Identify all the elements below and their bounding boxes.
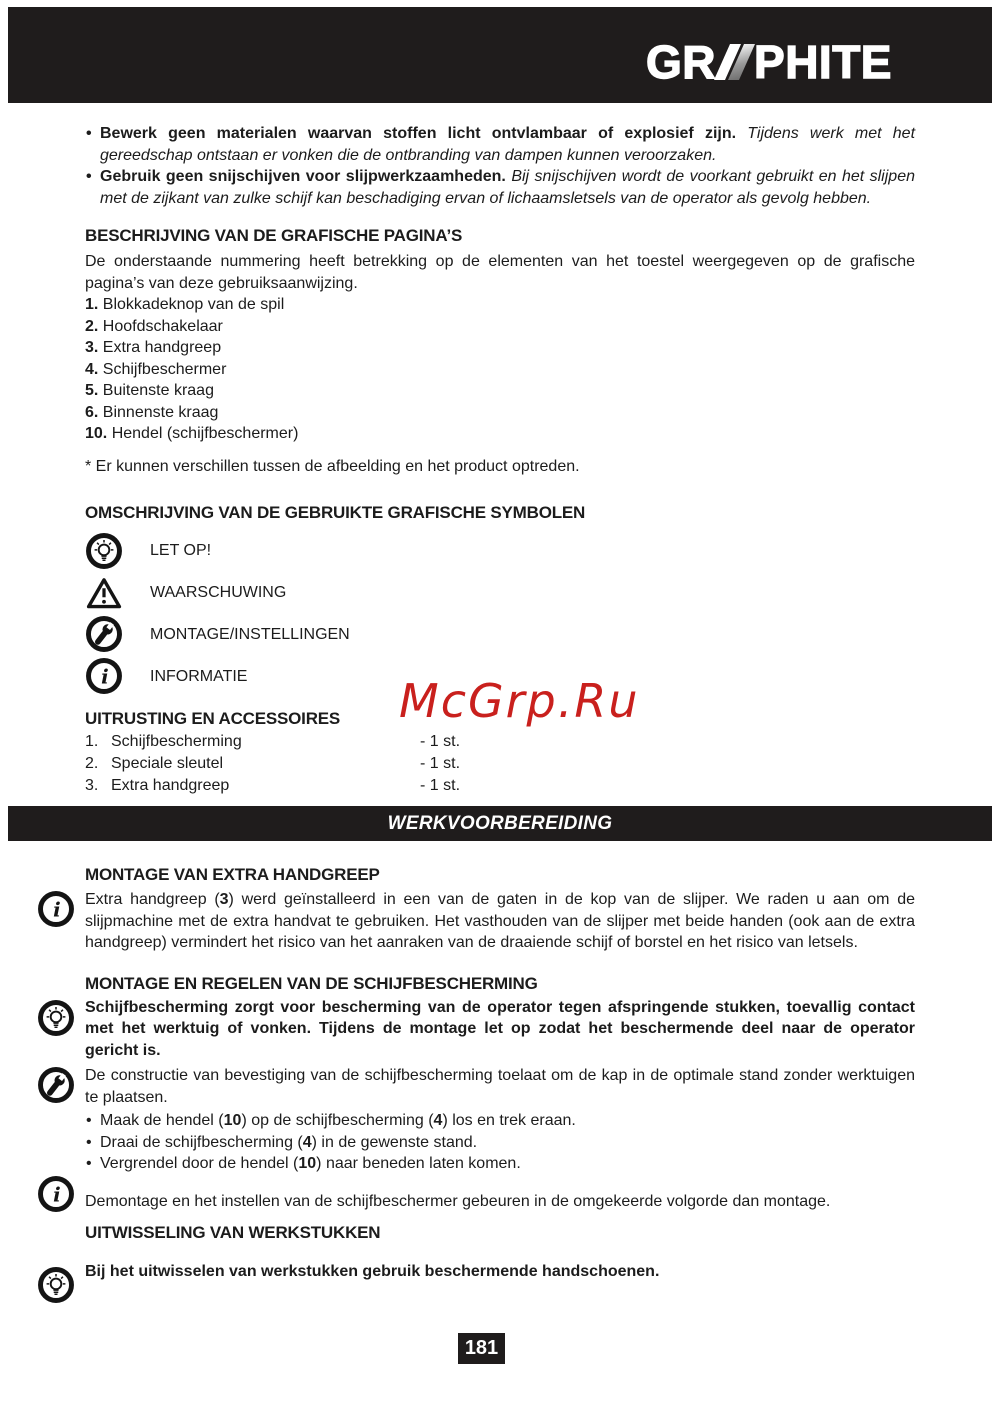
page-number-badge: 181 — [458, 1333, 505, 1364]
symbol-label: LET OP! — [150, 542, 212, 560]
section-title-equipment: UITRUSTING EN ACCESSOIRES — [85, 709, 341, 729]
bullet-icon: • — [86, 1133, 92, 1151]
item-number: 1. — [85, 733, 99, 751]
list-item — [85, 359, 915, 381]
item-name: Extra handgreep — [111, 777, 230, 795]
safety-warning-list — [85, 123, 915, 209]
symbol-label: INFORMATIE — [150, 667, 248, 685]
safety-warning-item — [85, 123, 915, 166]
list-item — [85, 1153, 915, 1175]
warning-italic-text: Tijdens werk met het gereedschap ontstaan er vonken die de ontbranding van dampen kunnen veroorzaken. — [100, 125, 916, 164]
logo-text-right: PHITE — [754, 36, 892, 88]
paragraph-text: Demontage en het instellen van de schijfbeschermer gebeuren in de omgekeerde volgorde dan montage. — [85, 1192, 831, 1210]
wrench-icon — [37, 1066, 75, 1104]
symbol-row — [85, 614, 915, 656]
symbol-label: WAARSCHUWING — [150, 583, 287, 601]
bullet-text: Draai de schijfbescherming (4) in de gewenste stand. — [100, 1133, 478, 1151]
paragraph-text: Extra handgreep (3) werd geïnstalleerd in een van de gaten in de kop van de slijper. We raden u aan om de slijpmachine met de extra handvat te gebruiken. Het vasthouden van de slijper met beide handen (ook aan de extra handgreep) vermindert het risico van het aanraken van de draaiende schijf of borstel en het risico van letsels. — [85, 891, 915, 952]
item-number: 3. — [85, 777, 99, 795]
table-row — [85, 775, 915, 797]
item-text: Schijfbeschermer — [102, 360, 227, 378]
paragraph-with-icon — [85, 997, 915, 1062]
bullet-icon: • — [86, 1155, 92, 1173]
list-item — [85, 316, 915, 338]
paragraph-text: Schijfbescherming zorgt voor bescherming van de operator tegen afspringende stukken, toevallig contact met het werktuig of vonken. Tijdens de montage let op zodat het beschermende deel naar de operator gericht is. — [85, 998, 915, 1059]
lightbulb-icon — [37, 999, 75, 1037]
warning-triangle-icon — [85, 574, 123, 612]
graphite-logo — [646, 21, 892, 89]
equipment-list — [85, 731, 915, 797]
item-number: 2. — [85, 755, 99, 773]
info-icon — [85, 657, 123, 695]
section-title-graphic-pages: BESCHRIJVING VAN DE GRAFISCHE PAGINA’S — [85, 226, 463, 245]
section-title-symbols: OMSCHRIJVING VAN DE GEBRUIKTE GRAFISCHE SYMBOLEN — [85, 503, 586, 522]
bullet-text: Vergrendel door de hendel (10) naar beneden laten komen. — [100, 1155, 521, 1173]
item-text: Binnenste kraag — [102, 403, 219, 421]
item-text: Buitenste kraag — [102, 382, 214, 399]
list-item — [85, 337, 915, 359]
table-row — [85, 753, 915, 775]
bullet-icon: • — [86, 168, 92, 185]
item-name: Schijfbescherming — [111, 733, 242, 751]
item-text: Hoofdschakelaar — [102, 317, 223, 335]
list-item — [85, 1110, 915, 1132]
item-number: 5. — [85, 382, 99, 399]
section-title-guard-mounting: MONTAGE EN REGELEN VAN DE SCHIJFBESCHERMING — [85, 973, 538, 993]
lightbulb-icon — [85, 532, 123, 570]
list-item — [85, 402, 915, 424]
banner-title: WERKVOORBEREIDING — [387, 812, 613, 834]
bullet-icon: • — [86, 125, 92, 142]
lightbulb-icon — [37, 1266, 75, 1304]
watermark-text: McGrp.Ru — [399, 674, 640, 728]
paragraph-text: Bij het uitwisselen van werkstukken gebruik beschermende handschoenen. — [85, 1263, 660, 1281]
safety-warning-item — [85, 166, 915, 209]
bullet-text: Maak de hendel (10) op de schijfbescherming (4) los en trek eraan. — [100, 1112, 576, 1130]
item-number: 1. — [85, 296, 99, 313]
item-name: Speciale sleutel — [111, 755, 224, 773]
symbol-row — [85, 530, 915, 572]
graphic-pages-intro: De onderstaande nummering heeft betrekking op de elementen van het toestel weergegeven op de grafische pagina’s van deze gebruiksaanwijzing. — [85, 253, 915, 292]
symbol-row — [85, 572, 915, 614]
logo-text-left: GR — [646, 36, 717, 88]
item-number: 10. — [85, 425, 108, 442]
paragraph-text: De constructie van bevestiging van de schijfbescherming toelaat om de kap in de optimale stand zonder werktuigen te plaatsen. — [85, 1067, 915, 1106]
difference-note: * Er kunnen verschillen tussen de afbeelding en het product optreden. — [85, 457, 580, 475]
item-quantity: - 1 st. — [420, 755, 461, 773]
warning-bold-text: Bewerk geen materialen waarvan stoffen licht ontvlambaar of explosief zijn. — [100, 125, 737, 142]
instruction-bullet-list — [85, 1110, 915, 1175]
item-quantity: - 1 st. — [420, 777, 461, 795]
list-item — [85, 294, 915, 316]
paragraph-with-icon — [85, 1065, 915, 1108]
symbol-label: MONTAGE/INSTELLINGEN — [150, 625, 350, 643]
item-number: 6. — [85, 403, 99, 421]
section-banner — [8, 806, 992, 841]
section-title-extra-handle: MONTAGE VAN EXTRA HANDGREEP — [85, 865, 380, 885]
item-quantity: - 1 st. — [420, 733, 461, 751]
list-item — [85, 1132, 915, 1154]
item-number: 3. — [85, 339, 99, 356]
list-item — [85, 380, 915, 402]
symbols-list — [85, 530, 915, 697]
item-text: Extra handgreep — [102, 339, 222, 356]
table-row — [85, 731, 915, 753]
bullet-icon: • — [86, 1112, 92, 1130]
item-text: Blokkadeknop van de spil — [102, 296, 285, 313]
info-icon — [37, 1175, 75, 1213]
warning-italic-text: Bij snijschijven wordt de voorkant gebruikt en het slijpen met de zijkant van zulke schijf kan beschadiging ervan of lichaamsletsels van de operator als gevolg hebben. — [100, 168, 915, 207]
item-number: 4. — [85, 360, 99, 378]
wrench-icon — [85, 615, 123, 653]
paragraph-with-icon — [85, 1191, 915, 1213]
list-item — [85, 423, 915, 445]
paragraph-with-icon — [85, 1261, 915, 1283]
graphic-pages-list — [85, 294, 915, 445]
info-icon — [37, 890, 75, 928]
header-bar — [8, 7, 992, 103]
paragraph-with-icon — [85, 889, 915, 954]
item-text: Hendel (schijfbeschermer) — [111, 425, 299, 442]
section-title-workpiece-exchange: UITWISSELING VAN WERKSTUKKEN — [85, 1223, 381, 1243]
item-number: 2. — [85, 317, 99, 335]
warning-bold-text: Gebruik geen snijschijven voor slijpwerkzaamheden. — [100, 168, 506, 185]
